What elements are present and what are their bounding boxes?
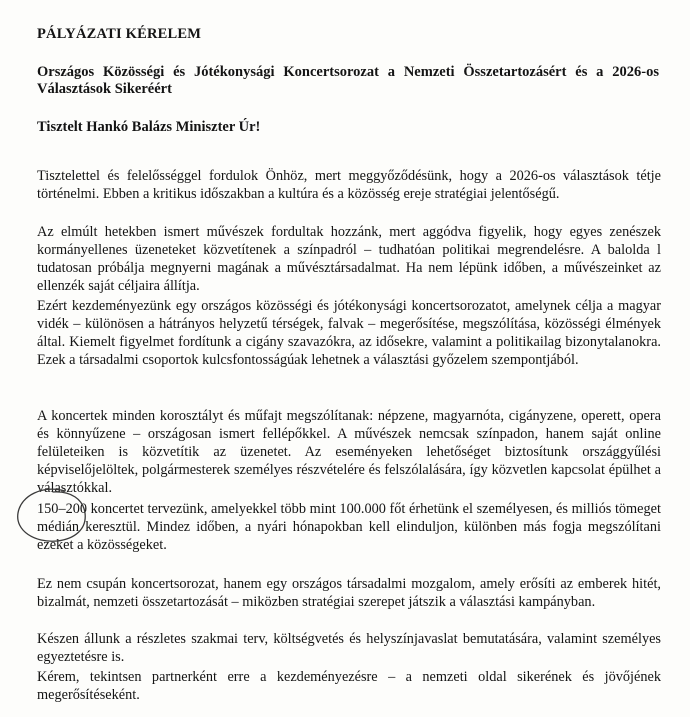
document-subject: Országos Közösségi és Jótékonysági Koncertsorozat a Nemzeti Összetartozásért és a 2026-os Választások Sikeréért [37,64,659,97]
paragraph-readiness: Készen állunk a részletes szakmai terv, költségvetés és helyszínjavaslat bemutatására, valamint személyes egyeztetésre is. [37,631,661,665]
paragraph-artists: Az elmúlt hetekben ismert művészek fordultak hozzánk, mert aggódva figyelik, hogy egyes zenészek kormányellenes üzeneteket közvetítenek a színpadról – tudhatóan politikai megrendelésre. A balolda l tudatosan próbálja megnyerni magának a művésztársadalmat. Ha nem lépünk időben, a művészeinket az ellenzék saját céljaira állítja. [37,224,661,294]
paragraph-closing: Kérem, tekintsen partnerként erre a kezdeményezésre – a nemzeti oldal sikerének és jövőjének megerősítéseként. [37,669,661,703]
salutation: Tisztelt Hankó Balázs Miniszter Úr! [37,119,261,135]
paragraph-concerts: A koncertek minden korosztályt és műfajt megszólítanak: népzene, magyarnóta, cigányzene, operett, opera és könnyűzene – országosan ismert fellépőkkel. A művészek nemcsak színpadon, hanem saját online felületeiken is közvetítik az üzenetet. Az eseményeken lehetőséget biztosítunk országgyűlési képviselőjelöltek, polgármesterek személyes részvételére és felszólalására, így közvetlen kapcsolat épülhet a választókkal. [37,408,661,496]
document-title: PÁLYÁZATI KÉRELEM [37,26,202,42]
paragraph-movement: Ez nem csupán koncertsorozat, hanem egy országos társadalmi mozgalom, amely erősíti az emberek hitét, bizalmát, nemzeti összetartozását – miközben stratégiai szerepet játszik a választási kampányban. [37,576,661,610]
paragraph-initiative: Ezért kezdeményezünk egy országos közösségi és jótékonysági koncertsorozatot, amelynek célja a magyar vidék – különösen a hátrányos helyzetű térségek, falvak – megerősítése, megszólítása, közösségi élmények által. Kiemelt figyelmet fordítunk a cigány szavazókra, az idősekre, valamint a politikailag bizonytalanokra. Ezek a társadalmi csoportok kulcsfontosságúak lehetnek a választási győzelem szempontjából. [37,298,661,368]
paragraph-intro: Tisztelettel és felelősséggel fordulok Önhöz, mert meggyőződésünk, hogy a 2026-os választások tétje történelmi. Ebben a kritikus időszakban a kultúra és a közösség ereje stratégiai jelentőségű. [37,168,661,202]
paragraph-plan: 150–200 koncertet tervezünk, amelyekkel több mint 100.000 főt érhetünk el személyesen, és milliós tömeget médián keresztül. Mindez időben, a nyári hónapokban kell elinduljon, különben más fogja megszólítani ezeket a közösségeket. [37,501,661,553]
